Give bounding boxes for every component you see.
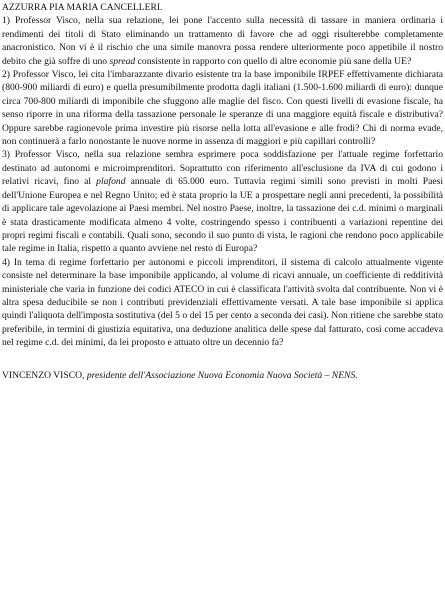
signature-role: presidente dell'Associazione Nuova Economia Nuova Società – NENS. — [84, 369, 358, 381]
signature-name: VINCENZO VISCO, — [2, 369, 85, 381]
question-1-text-a: 1) Professor Visco, nella sua relazione, lei pone l'accento sulla necessità di tassare in maniera ordinaria i rendimenti dei titoli di Stato eliminando un trattamento di favore che ad oggi risulterebbe completamente anacronistico. Non vi è il rischio che una simile manovra possa rendere ulteriormente poco appetibile il nostro debito che già soffre di uno — [2, 15, 443, 67]
question-1-text-b: consistente in rapporto con quello di altre economie più sane della UE? — [135, 55, 412, 67]
question-4: 4) In tema di regime forfettario per autonomi e piccoli imprenditori, il sistema di calcolo attualmente vigente consiste nel determinare la base imponibile applicando, al volume di ricavi annuale, un coefficiente di redditività ministeriale che varia in funzione dei codici ATECO in cui è classificata l'attività svolta dal contribuente. Non vi è altra spesa deducibile se non i contributi previdenziali effettivamente versati. A tale base imponibile si applica quindi l'aliquota dell'imposta sostitutiva (del 5 o del 15 per cento a seconda dei casi). Non ritiene che sarebbe stato preferibile, in termini di giustizia equitativa, una deduzione analitica delle spese dal fatturato, così come accadeva nel regime c.d. dei minimi, da lei proposto e attuato oltre un decennio fa? — [2, 256, 443, 349]
question-1 — [2, 14, 443, 68]
question-3-text-b: annuale di 65.000 euro. Tuttavia regimi simili sono previsti in molti Paesi dell'Unione Europea e nel Regno Unito; ed è stata proprio la UE a prospettare negli anni precedenti, la possibilità di applicare tale agevolazione ai Paesi membri. Nel nostro Paese, inoltre, la tassazione dei c.d. minimi o marginali è stata drasticamente modificata almeno 4 volte, costringendo spesso i contribuenti a variazioni repentine dei propri regimi fiscali e contabili. Quali sono, secondo il suo punto di vista, le ragioni che rendono poco applicabile tale regime in Italia, rispetto a quanto avviene nel resto di Europa? — [2, 176, 443, 255]
question-3-text-a: 3) Professor Visco, nella sua relazione sembra esprimere poca soddisfazione per l'attuale regime forfettario destinato ad autonomi e microimprenditori. Soprattutto con riferimento all'esclusione da IVA di cui godono i relativi ricavi, fino al — [2, 149, 443, 188]
question-1-term-spread: spread — [109, 55, 136, 67]
question-3-term-plafond: plafond — [96, 176, 126, 188]
question-3 — [2, 148, 443, 255]
question-2: 2) Professor Visco, lei cita l'imbarazzante divario esistente tra la base imponibile IRPEF effettivamente dichiarata (800-900 miliardi di euro) e quella presumibilmente prodotta dagli italiani (1.500-1.600 miliardi di euro): dunque circa 700-800 miliardi di imponibile che sfuggono alle maglie del fisco. Con questi livelli di evasione fiscale, ha senso riporre in una riforma della tassazione personale le speranze di una maggiore equità fiscale e distributiva? Oppure sarebbe ragionevole prima investire più risorse nella lotta all'evasione e alle frodi? Chi di norma evade, non continuerà a farlo nonostante le nuove norme in assenza di maggiori e più capillari controlli? — [2, 69, 443, 148]
interviewer-name: AZZURRA PIA MARIA CANCELLERI. — [2, 2, 163, 13]
document-page — [2, 0, 443, 600]
section-spacer — [2, 350, 443, 369]
signature — [2, 369, 443, 382]
